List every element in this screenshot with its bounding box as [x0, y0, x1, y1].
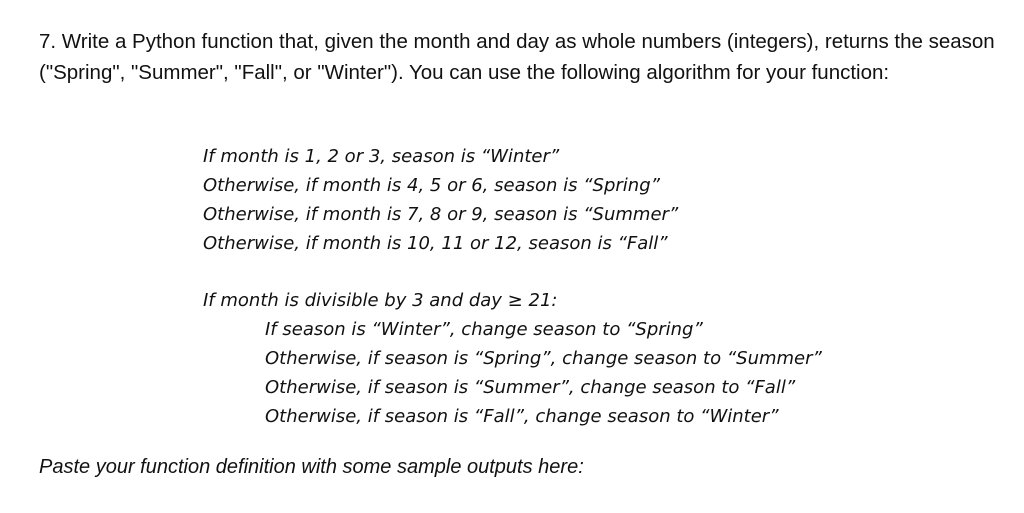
season-rules-block [203, 142, 678, 258]
season-rule-fall: Otherwise, if month is 10, 11 or 12, season is “Fall” [203, 233, 668, 254]
adjust-rules-block [265, 315, 822, 431]
adjust-condition [203, 286, 557, 315]
adjust-rule-fall: Otherwise, if season is “Fall”, change season to “Winter” [265, 406, 779, 427]
season-rule-summer: Otherwise, if month is 7, 8 or 9, season is “Summer” [203, 204, 679, 225]
paste-prompt: Paste your function definition with some sample outputs here: [39, 456, 584, 478]
adjust-condition-text: If month is divisible by 3 and day ≥ 21: [203, 290, 558, 311]
adjust-rule-winter: If season is “Winter”, change season to “Spring” [265, 319, 703, 340]
adjust-rule-spring: Otherwise, if season is “Spring”, change season to “Summer” [265, 348, 822, 369]
season-rule-spring: Otherwise, if month is 4, 5 or 6, season is “Spring” [203, 175, 660, 196]
season-rule-winter: If month is 1, 2 or 3, season is “Winter” [203, 146, 560, 167]
adjust-rule-summer: Otherwise, if season is “Summer”, change season to “Fall” [265, 377, 796, 398]
question-text: 7. Write a Python function that, given the month and day as whole numbers (integers), returns the season ("Spring", "Summer", "Fall", or "Winter"). You can use the following algorithm for your function: [39, 30, 995, 84]
